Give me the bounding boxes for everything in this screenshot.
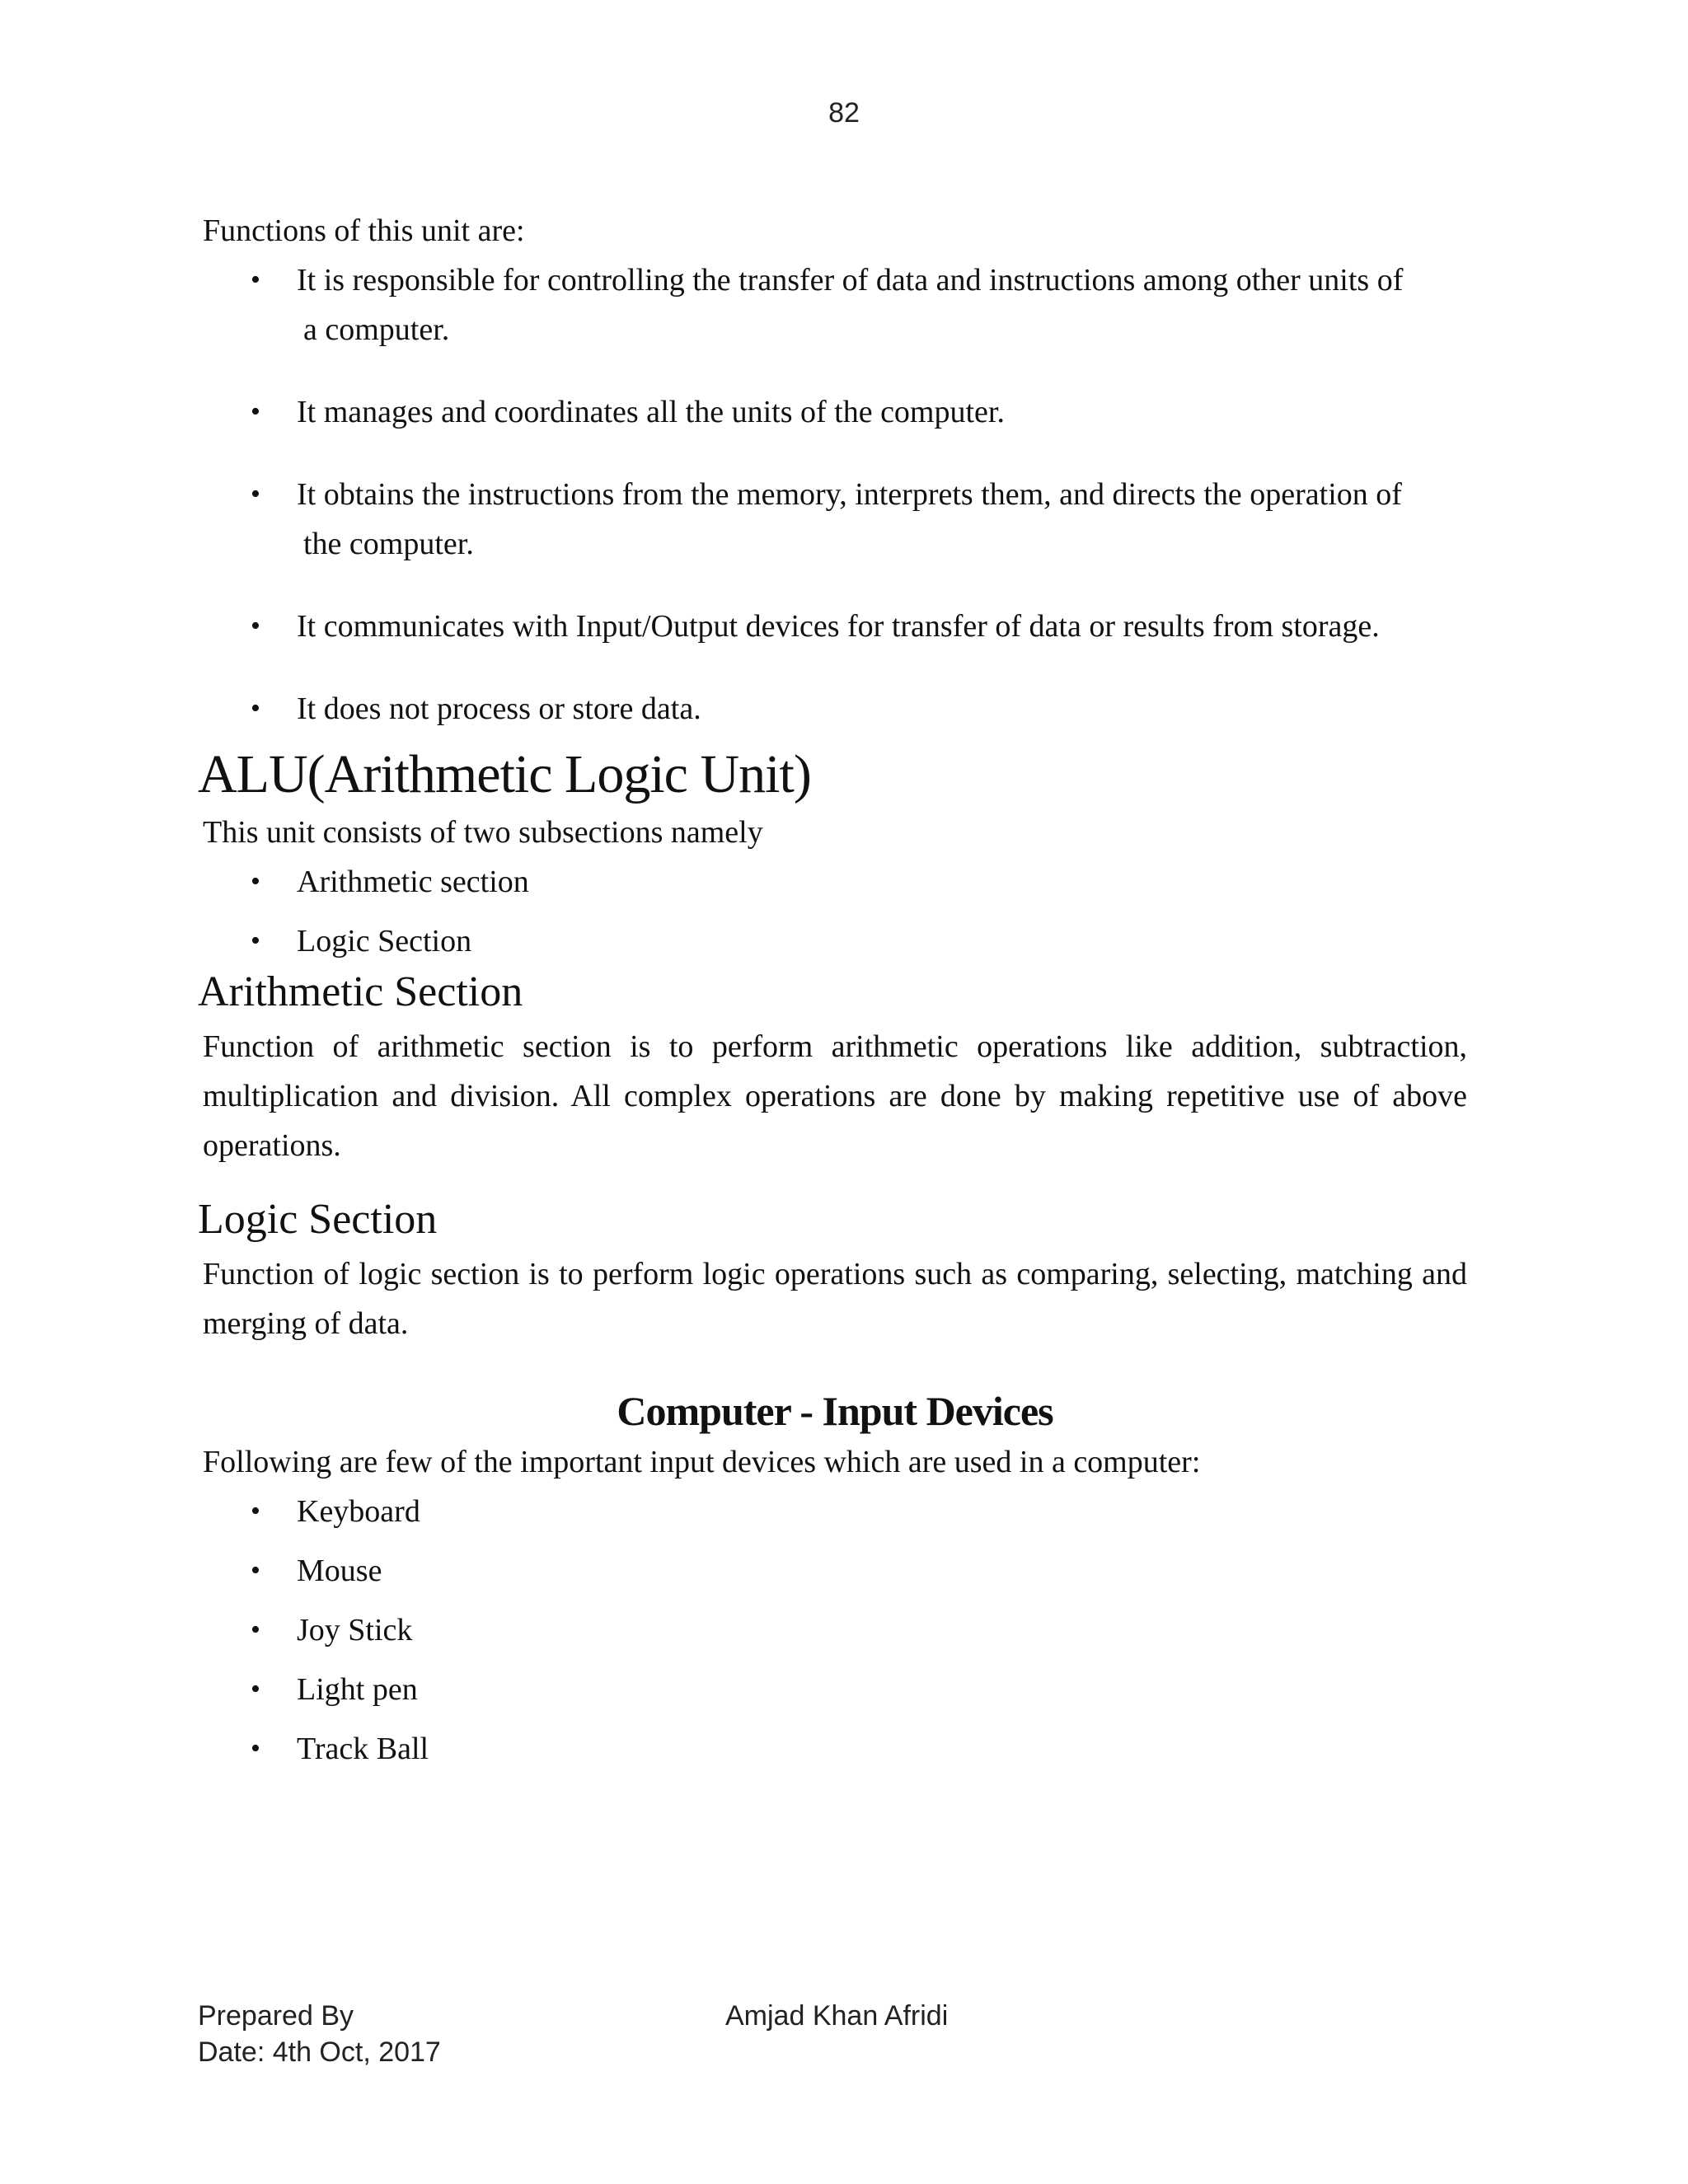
- bullet-icon: •: [251, 1733, 260, 1764]
- list-item: [203, 1546, 1467, 1596]
- bullet-icon: •: [251, 866, 260, 897]
- logic-section-text: Function of logic section is to perform logic operations such as comparing, selecting, matching and merging of data.: [203, 1257, 1467, 1341]
- bullet-icon: •: [251, 265, 260, 295]
- alu-heading: ALU(Arithmetic Logic Unit): [198, 744, 811, 804]
- list-item-text-continued: a computer.: [303, 312, 450, 347]
- footer-left: [198, 1998, 441, 2070]
- list-item: [203, 916, 1467, 966]
- bullet-icon: •: [251, 1555, 260, 1586]
- bullet-icon: •: [251, 611, 260, 641]
- alu-intro: This unit consists of two subsections namely: [203, 815, 763, 850]
- page-number: 82: [828, 97, 860, 129]
- control-unit-functions-list: [203, 255, 1467, 733]
- list-item-text: Keyboard: [297, 1494, 420, 1529]
- input-devices-heading: Computer - Input Devices: [617, 1388, 1053, 1434]
- list-item: [203, 1665, 1467, 1714]
- list-item-text: Arithmetic section: [297, 865, 529, 899]
- list-item-text: Track Ball: [297, 1732, 429, 1766]
- bullet-icon: •: [251, 479, 260, 509]
- list-item: [203, 255, 1467, 354]
- bullet-icon: •: [251, 693, 260, 724]
- alu-subsections-list: [203, 857, 1467, 966]
- list-item-text: Light pen: [297, 1672, 418, 1707]
- list-item-text: Joy Stick: [297, 1613, 413, 1647]
- list-item: [203, 1724, 1467, 1774]
- list-item-text: It communicates with Input/Output devices for transfer of data or results from storage.: [297, 609, 1380, 644]
- logic-section-heading: Logic Section: [198, 1196, 438, 1243]
- list-item-text: Logic Section: [297, 924, 472, 958]
- bullet-icon: •: [251, 926, 260, 956]
- list-item: [203, 470, 1467, 569]
- list-item: [203, 1605, 1467, 1655]
- bullet-icon: •: [251, 1615, 260, 1645]
- arithmetic-section-heading: Arithmetic Section: [198, 968, 523, 1015]
- list-item: [203, 1487, 1467, 1536]
- footer-author: Amjad Khan Afridi: [725, 2000, 949, 2032]
- list-item-text-continued: the computer.: [303, 527, 474, 561]
- list-item-text: It does not process or store data.: [297, 691, 701, 726]
- list-item: [203, 387, 1467, 437]
- list-item-text: It is responsible for controlling the transfer of data and instructions among other units of: [297, 263, 1404, 298]
- list-item: [203, 684, 1467, 733]
- page-content: [198, 206, 1467, 1783]
- arithmetic-section-text: Function of arithmetic section is to perform arithmetic operations like addition, subtraction, multiplication and division. All complex operations are done by making repetitive use of above operations.: [203, 1029, 1467, 1163]
- input-devices-intro: Following are few of the important input devices which are used in a computer:: [203, 1445, 1201, 1479]
- bullet-icon: •: [251, 396, 260, 427]
- list-item: [203, 857, 1467, 907]
- bullet-icon: •: [251, 1674, 260, 1704]
- bullet-icon: •: [251, 1496, 260, 1526]
- list-item-text: Mouse: [297, 1554, 382, 1588]
- footer-prepared-by: Prepared By: [198, 2000, 354, 2032]
- list-item: [203, 602, 1467, 651]
- control-unit-intro: Functions of this unit are:: [203, 213, 525, 248]
- footer-date: Date: 4th Oct, 2017: [198, 2036, 441, 2068]
- list-item-text: It obtains the instructions from the memory, interprets them, and directs the operation of: [297, 477, 1402, 512]
- list-item-text: It manages and coordinates all the units of the computer.: [297, 395, 1005, 429]
- input-devices-list: [203, 1487, 1467, 1774]
